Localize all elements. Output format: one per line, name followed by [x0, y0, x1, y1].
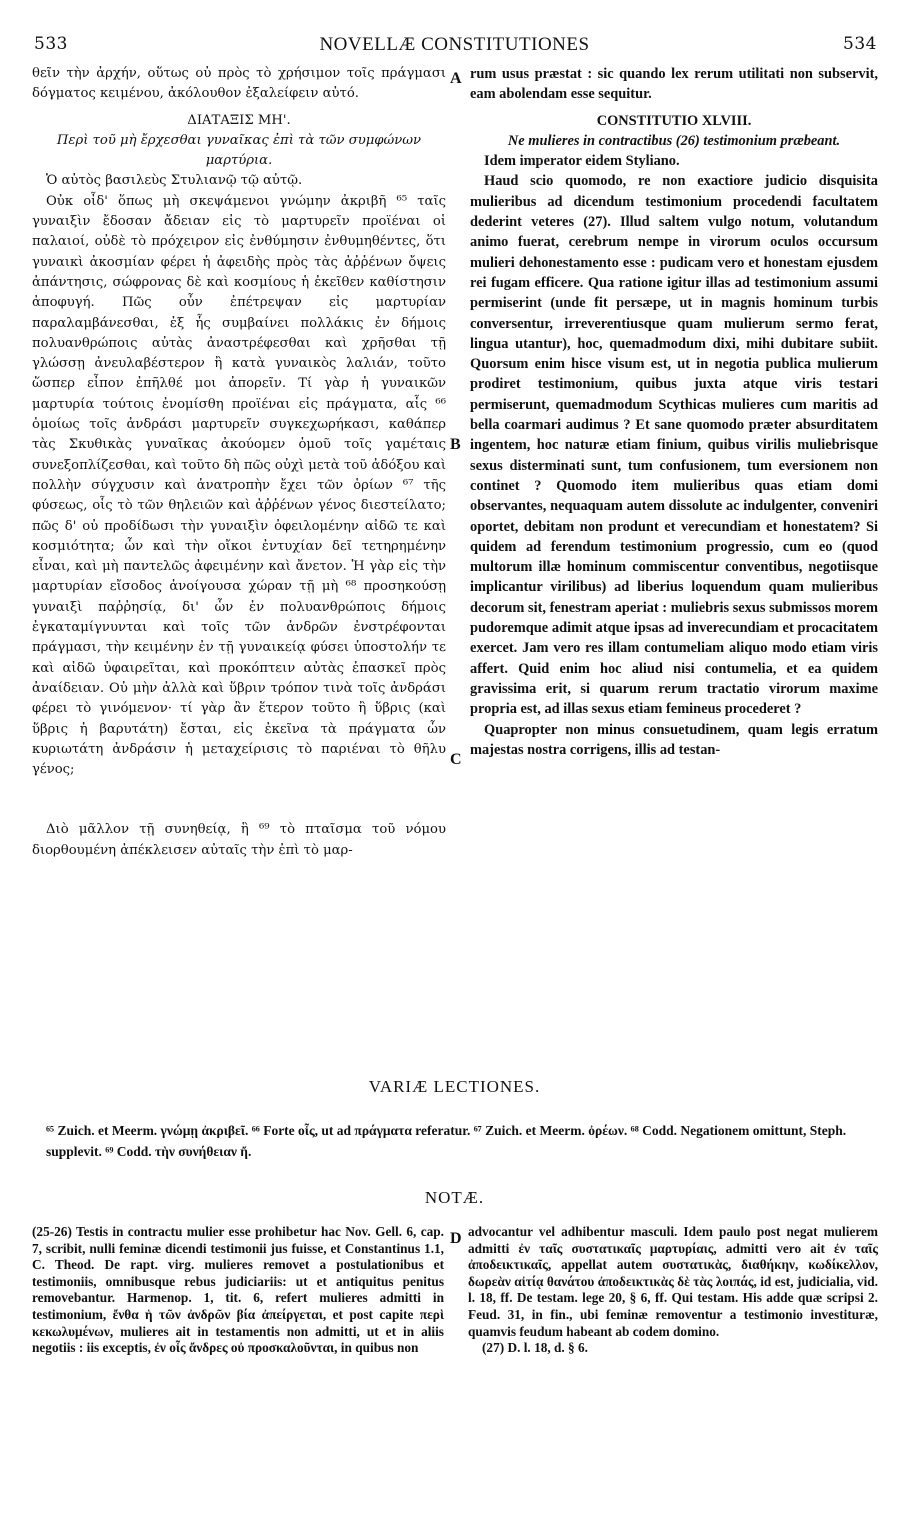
greek-constitution-title: ΔΙΑΤΑΞΙΣ ΜΗ'. [187, 112, 291, 128]
note-25-26: (25-26) Testis in contractu mulier esse prohibetur hac Nov. Gell. 6, cap. 7, scribit, nulli feminæ dicendi testimonii jus fuisse, et Constantinus 1.1, C. Theod. De rapt. virg. mulieres removet a postulationibus et testimoniis, omnibusque rebus judiciariis: ut et antiquitus penitus removebantur. Harmenop. 1, tit. 6, refert mulieres admitti in testimonium, ἔνθα ἡ τῶν ἀνδρῶν βία ἀπείργεται, et post capite περὶ κεκωλυμένων, mulieres ait in testamentis non admitti, ut et in aliis negotiis : iis exceptis, ἐν οἷς ἄνδρες οὐ προσκαλοῦνται, in quibus non [32, 1224, 444, 1356]
note-25-26-continued: advocantur vel adhibentur masculi. Idem paulo post negat mulierem admitti ἐν ταῖς συστατικαῖς μαρτυρίαις, admitti vero ait ἐν ταῖς ἀποδεικτικαῖς, appellat autem συστατικὰς, διαθήκην, κωδίκελλον, δωρεὰν αἰτίᾳ θανάτου ἀποδεικτικὰς δὲ τὰς λοιπάς, id est, judicialia, vid. l. 18, ff. De testam. lege 20, § 6, ff. Qui testam. His adde quæ scripsi 2. Feud. 31, in fin., ubi feminæ removentur a testimonio investituræ, quamvis feudum habeant ab codem domino. [468, 1224, 878, 1339]
running-title: NOVELLÆ CONSTITUTIONES [319, 34, 590, 55]
greek-body: Οὐκ οἶδ' ὅπως μὴ σκεψάμενοι γνώμην ἀκριβῆ ⁶⁵ ταῖς γυναιξὶν ἔδοσαν ἄδειαν εἰς τὸ μαρτυρεῖν προϊέναι οἱ παλαιοί, οὐδὲ τὸ πρόχειρον εἰς ἐνθύμησιν ἐνθυμηθέντες, ὅτι γυναικὶ ἀκοσμίαν φέρει ἡ ἀφειδὴς πρὸς τὰς ἀῤῥένων ὄψεις ἀπάντησις, σώφρονας δὲ καὶ κοσμίους ἡ ἐκεῖθεν καθίστησιν ἀποφυγή. Πῶς οὖν ἐπέτρεψαν εἰς μαρτυρίαν παραλαμβάνεσθαι, ἐξ ἧς συμβαίνει πολλάκις ἐν δήμοις πολυανθρώποις αὐτὰς ἀναστρέφεσθαι καὶ χρῆσθαι τῇ γλώσσῃ ἀνευλαβέστερον ἢ κατὰ γυναικὸς λαλιάν, τοῦτο ὥσπερ εἶπον ἐπῆλθέ μοι ἀπορεῖν. Τί γὰρ ἡ γυναικῶν μαρτυρία τούτοις ἐνομίσθη προϊέναι εἰς πράγματα, αἷς ⁶⁶ ὁμοίως τοῖς ἀνδράσι μαρτυρεῖν συγκεχωρήκασι, καθάπερ τὰς Σκυθικὰς γυναῖκας ἀκούομεν ὁμοῦ τοῖς γαμέταις συνεξοπλίζεσθαι, καὶ τοῦτο δὴ πῶς οὐχὶ μετὰ τοῦ ἀδόξου καὶ πολλὴν σύγχυσιν καὶ ἀνατροπὴν ἔχει τῶν ὁρίων ⁶⁷ τῆς φύσεως, οἷς τὸ τῶν θηλειῶν καὶ ἀῤῥένων γένος διεστείλατο; πῶς δ' οὐ προδίδωσι τὴν γυναιξὶν ὀφειλομένην αἰδῶ τε καὶ κοσμιότητα; ὧν καὶ τὴν οἴκοι ἐντυχίαν δεῖ τετηρημένην εἶναι, καὶ μὴ παντελῶς ἀφειμένην καὶ ἄνετον. Ἡ γὰρ εἰς τὴν μαρτυρίαν εἴσοδος ἀνοίγουσα χώραν τῇ μὴ ⁶⁸ προσηκούσῃ γυναιξὶ παῤῥησίᾳ, δι' ὧν ἐν πολυανθρώποις δήμοις ἐγκαταμίγνυνται καὶ τοῖς τῶν ἀνδρῶν ἐνστρέφονται πράγμασι, τὴν κειμένην ἐν τῇ γυναικείᾳ φύσει ὑποστολήν τε καὶ αἰδῶ ὑφαιρεῖται, καὶ προκόπτειν αὐτὰς ἐπασκεῖ πρὸς ἀναίδειαν. Οὐ μὴν ἀλλὰ καὶ ὕβριν τρόπον τινὰ τοῖς ἀνδράσι φέρει τὸ γινόμενον· τί γὰρ ἂν ἕτερον τοῦτο ἢ ὕβρις (καὶ ὕβρις ἡ βαρυτάτη) ἔσται, εἰς ἐκεῖνα τὰ πράγματα ὧν κυριωτάτη ἀνδράσιν ἡ μεταχείρισις τὸ παριέναι τὸ θῆλυ γένος; [32, 193, 446, 778]
greek-tail: Διὸ μᾶλλον τῇ συνηθείᾳ, ἣ ⁶⁹ τὸ πταῖσμα τοῦ νόμου διορθουμένη ἀπέκλεισεν αὐταῖς τὴν ἐπὶ τὸ μαρ- [32, 822, 446, 858]
note-right-column [468, 1224, 878, 1357]
page-number-right: 534 [843, 34, 877, 54]
variae-lectiones-heading: VARIÆ LECTIONES. [368, 1077, 541, 1096]
note-left-column [32, 1224, 444, 1357]
latin-intro: rum usus præstat : sic quando lex rerum utilitati non subservit, eam abolendam esse sequitur. [470, 66, 878, 103]
page-number-left: 533 [34, 34, 68, 54]
latin-address: Idem imperator eidem Styliano. [484, 153, 680, 170]
greek-intro: θεῖν τὴν ἀρχήν, οὕτως οὐ πρὸς τὸ χρήσιμον τοῖς πράγμασι δόγματος κειμένου, ἀκόλουθον ἐξαλείφειν αὐτό. [32, 66, 446, 102]
latin-constitution-subtitle: Ne mulieres in contractibus (26) testimonium præbeant. [507, 132, 841, 149]
note-27: (27) D. l. 18, d. § 6. [482, 1340, 589, 1356]
greek-address: Ὁ αὐτὸς βασιλεὺς Στυλιανῷ τῷ αὐτῷ. [46, 173, 303, 189]
latin-tail: Quapropter non minus consuetudinem, quam legis erratum majestas nostra corrigens, illis ad testan- [470, 721, 878, 758]
margin-marker-c: C [450, 751, 462, 768]
latin-body: Haud scio quomodo, re non exactiore judicio disquisita mulieribus ad dicendum testimonium procedendi facultatem dederint veteres (27). Illud saltem vulgo notum, volutandum animo fuerat, cerebrum nempe in virorum oculos occursum mulieri dehonestamento esse : pudicam vero et honestam ejusdem rei fugam efficere. Qua ratione igitur illas ad testimonium assumi permiserint (unde fit persæpe, ut in magnis hominum turbis conversentur, irreverentiusque quam mulierum sermo ferat, lingua utantur), hoc, quemadmodum dixi, mihi dubitare subiit. Quorsum enim hisce visum est, ut in negotia publica mulierum prodiret testimonium, quibus juxta atque viris testari permiserunt, quemadmodum Scythicas mulieres cum maritis ad bella coarmari audimus ? Et sane quomodo præter absurditatem ingentem, hoc naturæ etiam finium, quibus virilis muliebrisque sexus disterminati sunt, tum confusionem, tum eversionem non continet ? Quomodo item mulieribus quas etiam domi observantes, nequaquam autem dissolute ac indulgenter, conveniri oportet, debitam non produnt et verecundiam et honestatem? Si quidem ad ferendum testimonium progressio, cum eo (quod multorum illæ hominum commiscentur conventibus, negotiisque implicantur virilibus) ad liberius loquendum quam mulieribus decorum sit, fenestram aperiat : muliebris sexus submissos morem pudoremque adimit atque ipsas ad inverecundiam et procacitatem exercet. Jam vero res illam contumeliam aliquo modo etiam viris affert. Quid enim hoc aliud nisi contumelia, et ea quidem gravissima erit, si quarum rerum tractatio virorum maxime propria est, ad illas sexus etiam femineus procederet ? [470, 173, 878, 718]
variae-lectiones-text: ⁶⁵ Zuich. et Meerm. γνώμῃ ἀκριβεῖ. ⁶⁶ Forte οἷς, ut ad πράγματα referatur. ⁶⁷ Zuich. et Meerm. ὀρέων. ⁶⁸ Codd. Negationem omittunt, Steph. supplevit. ⁶⁹ Codd. τὴν συνήθειαν ἤ. [46, 1123, 847, 1159]
greek-constitution-subtitle: Περὶ τοῦ μὴ ἔρχεσθαι γυναῖκας ἐπὶ τὰ τῶν συμφώνων μαρτύρια. [56, 132, 422, 169]
margin-marker-a: A [450, 70, 462, 87]
latin-column [470, 64, 878, 760]
margin-marker-d: D [450, 1230, 462, 1247]
greek-column [32, 64, 446, 861]
margin-marker-b: B [450, 436, 461, 453]
notae-heading: NOTÆ. [424, 1188, 485, 1207]
running-header [28, 34, 881, 58]
latin-constitution-title: CONSTITUTIO XLVIII. [596, 112, 752, 129]
